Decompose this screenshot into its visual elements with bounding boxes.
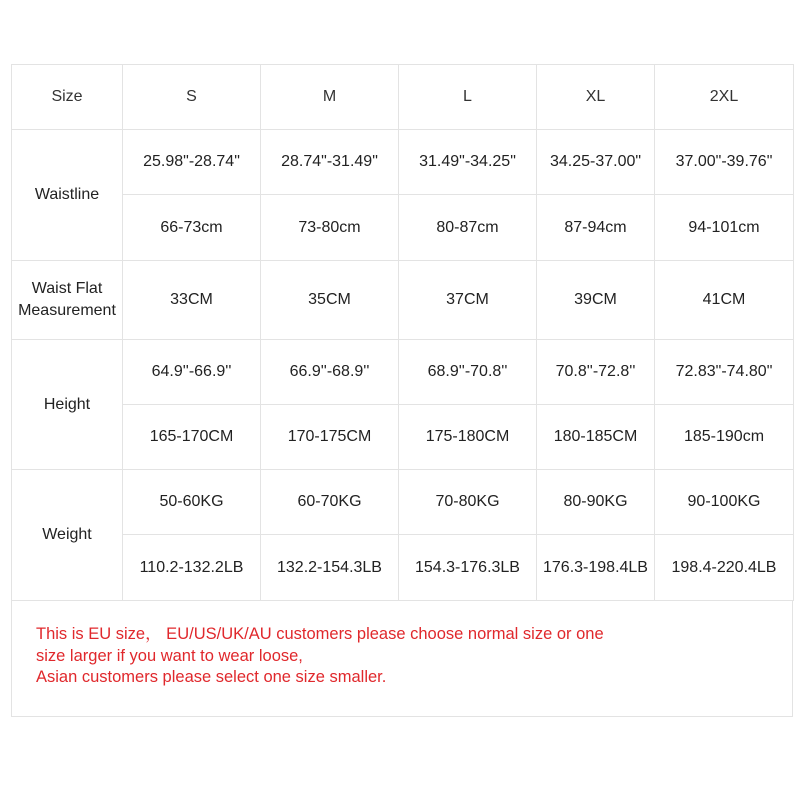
height-cm-cell: 170-175CM: [261, 405, 399, 470]
waistline-cm-row: [12, 195, 794, 261]
height-cm-cell: 185-190cm: [655, 405, 794, 470]
height-label: Height: [12, 340, 123, 470]
weight-lb-cell: 198.4-220.4LB: [655, 535, 794, 601]
size-header-label: Size: [12, 65, 123, 130]
size-chart: [11, 64, 793, 717]
waistline-cm-cell: 80-87cm: [399, 195, 537, 261]
height-cm-cell: 175-180CM: [399, 405, 537, 470]
waist-flat-cell: 41CM: [655, 261, 794, 340]
height-inch-cell: 70.8''-72.8'': [537, 340, 655, 405]
size-header-xl: XL: [537, 65, 655, 130]
size-header-2xl: 2XL: [655, 65, 794, 130]
waistline-cm-cell: 73-80cm: [261, 195, 399, 261]
height-inch-cell: 64.9''-66.9'': [123, 340, 261, 405]
waist-flat-row: [12, 261, 794, 340]
waistline-inch-row: [12, 130, 794, 195]
size-table: [11, 64, 794, 601]
size-note: [11, 601, 793, 717]
waistline-label: Waistline: [12, 130, 123, 261]
size-header-s: S: [123, 65, 261, 130]
weight-lb-cell: 110.2-132.2LB: [123, 535, 261, 601]
size-note-line: This is EU size， EU/US/UK/AU customers please choose normal size or one: [36, 625, 604, 643]
weight-kg-row: [12, 470, 794, 535]
waistline-cm-cell: 94-101cm: [655, 195, 794, 261]
waistline-cm-cell: 87-94cm: [537, 195, 655, 261]
height-cm-cell: 165-170CM: [123, 405, 261, 470]
waist-flat-cell: 39CM: [537, 261, 655, 340]
weight-kg-cell: 50-60KG: [123, 470, 261, 535]
waistline-inch-cell: 34.25-37.00": [537, 130, 655, 195]
height-inch-row: [12, 340, 794, 405]
weight-lb-cell: 132.2-154.3LB: [261, 535, 399, 601]
height-inch-cell: 72.83"-74.80": [655, 340, 794, 405]
waist-flat-cell: 35CM: [261, 261, 399, 340]
size-header-m: M: [261, 65, 399, 130]
waist-flat-cell: 33CM: [123, 261, 261, 340]
waistline-cm-cell: 66-73cm: [123, 195, 261, 261]
size-note-line: Asian customers please select one size smaller.: [36, 668, 387, 686]
waist-flat-label: Waist Flat Measurement: [12, 261, 123, 340]
weight-kg-cell: 90-100KG: [655, 470, 794, 535]
height-cm-row: [12, 405, 794, 470]
weight-kg-cell: 60-70KG: [261, 470, 399, 535]
height-inch-cell: 66.9''-68.9'': [261, 340, 399, 405]
waistline-inch-cell: 31.49"-34.25": [399, 130, 537, 195]
header-row: [12, 65, 794, 130]
weight-lb-cell: 154.3-176.3LB: [399, 535, 537, 601]
weight-kg-cell: 70-80KG: [399, 470, 537, 535]
weight-kg-cell: 80-90KG: [537, 470, 655, 535]
weight-label: Weight: [12, 470, 123, 601]
waist-flat-cell: 37CM: [399, 261, 537, 340]
weight-lb-cell: 176.3-198.4LB: [537, 535, 655, 601]
size-header-l: L: [399, 65, 537, 130]
waistline-inch-cell: 37.00"-39.76": [655, 130, 794, 195]
weight-lb-row: [12, 535, 794, 601]
waistline-inch-cell: 28.74"-31.49": [261, 130, 399, 195]
height-inch-cell: 68.9''-70.8'': [399, 340, 537, 405]
size-note-line: size larger if you want to wear loose,: [36, 646, 303, 665]
height-cm-cell: 180-185CM: [537, 405, 655, 470]
waistline-inch-cell: 25.98"-28.74": [123, 130, 261, 195]
